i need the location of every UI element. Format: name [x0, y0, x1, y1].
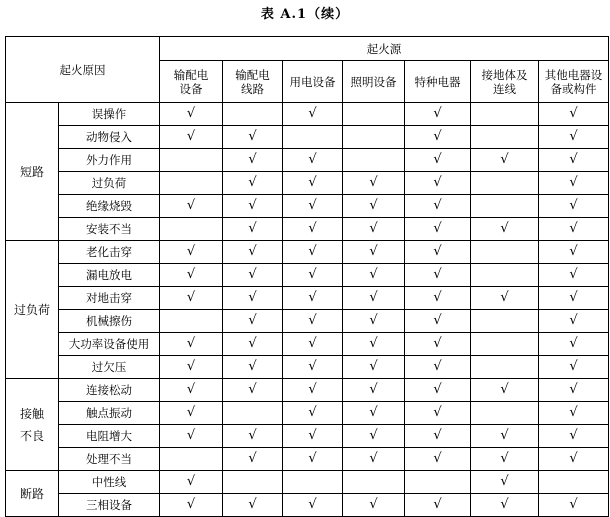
check-cell: √: [343, 379, 405, 402]
table-row: [6, 379, 609, 402]
cause-cell: 连接松动: [59, 379, 160, 402]
check-cell: [471, 172, 539, 195]
check-cell: [471, 103, 539, 126]
check-cell: √: [405, 310, 471, 333]
check-cell: √: [471, 494, 539, 517]
check-cell: √: [343, 356, 405, 379]
source-column-header: [539, 61, 609, 103]
check-cell: √: [283, 264, 343, 287]
cause-cell: 过负荷: [59, 172, 160, 195]
check-cell: √: [405, 448, 471, 471]
check-cell: √: [283, 310, 343, 333]
check-cell: √: [539, 310, 609, 333]
check-cell: √: [539, 425, 609, 448]
group-label-line: 短路: [19, 164, 44, 179]
check-cell: √: [539, 126, 609, 149]
check-cell: √: [405, 241, 471, 264]
cause-cell: 电阻增大: [59, 425, 160, 448]
group-label: [6, 471, 59, 517]
check-cell: √: [405, 264, 471, 287]
check-cell: [223, 103, 283, 126]
check-cell: √: [405, 172, 471, 195]
cause-cell: 中性线: [59, 471, 160, 494]
cause-cell: 大功率设备使用: [59, 333, 160, 356]
check-cell: √: [223, 494, 283, 517]
check-cell: [471, 195, 539, 218]
check-cell: √: [471, 287, 539, 310]
cause-cell: 三相设备: [59, 494, 160, 517]
source-column-header: [471, 61, 539, 103]
source-column-header: [405, 61, 471, 103]
check-cell: [471, 264, 539, 287]
source-column-header: [283, 61, 343, 103]
check-cell: √: [343, 218, 405, 241]
check-cell: √: [223, 195, 283, 218]
check-cell: [471, 333, 539, 356]
group-label-line: 不良: [19, 428, 44, 443]
check-cell: √: [471, 471, 539, 494]
check-cell: √: [343, 195, 405, 218]
check-cell: [160, 310, 223, 333]
check-cell: √: [539, 241, 609, 264]
check-cell: √: [283, 172, 343, 195]
check-cell: √: [223, 310, 283, 333]
source-column-header: [223, 61, 283, 103]
check-cell: [283, 471, 343, 494]
check-cell: √: [160, 425, 223, 448]
source-header: 起火源: [160, 37, 609, 61]
check-cell: √: [160, 494, 223, 517]
cause-cell: 触点振动: [59, 402, 160, 425]
check-cell: [343, 126, 405, 149]
check-cell: √: [405, 126, 471, 149]
check-cell: [160, 218, 223, 241]
table-row: [6, 287, 609, 310]
check-cell: √: [160, 333, 223, 356]
check-cell: √: [283, 195, 343, 218]
table-row: [6, 264, 609, 287]
check-cell: √: [160, 356, 223, 379]
check-cell: [223, 471, 283, 494]
source-header-line: 备或构件: [550, 81, 597, 96]
check-cell: √: [343, 264, 405, 287]
cause-header: 起火原因: [6, 37, 160, 103]
source-header-line: 照明设备: [350, 74, 397, 89]
check-cell: [471, 402, 539, 425]
check-cell: √: [539, 494, 609, 517]
check-cell: √: [283, 379, 343, 402]
check-cell: [471, 241, 539, 264]
check-cell: [471, 126, 539, 149]
check-cell: [343, 471, 405, 494]
cause-cell: 绝缘烧毁: [59, 195, 160, 218]
check-cell: √: [283, 241, 343, 264]
check-cell: √: [160, 126, 223, 149]
check-cell: √: [223, 287, 283, 310]
table-title: 表 A.1（续）: [260, 7, 350, 22]
table-row: [6, 241, 609, 264]
check-cell: √: [539, 218, 609, 241]
check-cell: √: [405, 425, 471, 448]
check-cell: √: [471, 379, 539, 402]
cause-cell: 漏电放电: [59, 264, 160, 287]
check-cell: √: [283, 402, 343, 425]
check-cell: √: [160, 471, 223, 494]
check-cell: [283, 126, 343, 149]
check-cell: √: [283, 448, 343, 471]
source-header-line: 输配电: [173, 67, 209, 82]
table-row: [6, 218, 609, 241]
check-cell: √: [405, 379, 471, 402]
check-cell: √: [471, 448, 539, 471]
check-cell: √: [471, 425, 539, 448]
group-label-line: 过负荷: [13, 302, 50, 317]
check-cell: [539, 471, 609, 494]
check-cell: √: [539, 379, 609, 402]
check-cell: √: [471, 218, 539, 241]
check-cell: [160, 172, 223, 195]
table-row: [6, 494, 609, 517]
source-header-line: 其他电器设: [544, 67, 603, 82]
check-cell: √: [160, 241, 223, 264]
table-row: [6, 103, 609, 126]
fire-cause-table: [5, 36, 609, 517]
check-cell: √: [539, 103, 609, 126]
check-cell: √: [405, 402, 471, 425]
cause-cell: 处理不当: [59, 448, 160, 471]
check-cell: √: [539, 172, 609, 195]
check-cell: √: [539, 402, 609, 425]
check-cell: [160, 149, 223, 172]
cause-cell: 动物侵入: [59, 126, 160, 149]
check-cell: √: [405, 356, 471, 379]
table-row: [6, 402, 609, 425]
check-cell: √: [283, 425, 343, 448]
check-cell: √: [223, 356, 283, 379]
check-cell: [160, 448, 223, 471]
table-row: [6, 149, 609, 172]
check-cell: √: [160, 195, 223, 218]
check-cell: √: [223, 425, 283, 448]
check-cell: √: [405, 149, 471, 172]
table-row: [6, 448, 609, 471]
cause-cell: 机械擦伤: [59, 310, 160, 333]
check-cell: √: [471, 149, 539, 172]
cause-cell: 误操作: [59, 103, 160, 126]
check-cell: [471, 310, 539, 333]
cause-cell: 对地击穿: [59, 287, 160, 310]
cause-cell: 外力作用: [59, 149, 160, 172]
table-row: [6, 172, 609, 195]
check-cell: √: [223, 333, 283, 356]
check-cell: √: [283, 149, 343, 172]
check-cell: √: [405, 287, 471, 310]
check-cell: √: [160, 402, 223, 425]
check-cell: √: [343, 402, 405, 425]
check-cell: √: [223, 448, 283, 471]
check-cell: √: [223, 379, 283, 402]
source-header-line: 连线: [493, 81, 516, 96]
check-cell: √: [223, 172, 283, 195]
check-cell: √: [539, 287, 609, 310]
check-cell: √: [343, 333, 405, 356]
check-cell: √: [160, 264, 223, 287]
cause-cell: 安装不当: [59, 218, 160, 241]
source-header-line: 线路: [241, 81, 264, 96]
check-cell: √: [405, 494, 471, 517]
table-row: [6, 356, 609, 379]
cause-cell: 老化击穿: [59, 241, 160, 264]
source-column-header: [343, 61, 405, 103]
group-label: [6, 241, 59, 379]
check-cell: √: [343, 448, 405, 471]
source-header-line: 设备: [179, 81, 203, 96]
table-row: [6, 471, 609, 494]
check-cell: √: [283, 494, 343, 517]
source-header-line: 接地体及: [481, 67, 528, 82]
check-cell: [223, 402, 283, 425]
check-cell: √: [283, 103, 343, 126]
header-row: [6, 37, 609, 61]
source-header-line: 用电设备: [289, 74, 336, 89]
check-cell: √: [539, 264, 609, 287]
check-cell: √: [539, 333, 609, 356]
check-cell: √: [343, 241, 405, 264]
group-label: [6, 103, 59, 241]
check-cell: √: [223, 218, 283, 241]
check-cell: √: [160, 379, 223, 402]
source-column-header: [160, 61, 223, 103]
table-row: [6, 195, 609, 218]
check-cell: √: [160, 103, 223, 126]
check-cell: √: [343, 310, 405, 333]
check-cell: √: [405, 218, 471, 241]
check-cell: √: [223, 264, 283, 287]
check-cell: √: [283, 333, 343, 356]
check-cell: √: [343, 172, 405, 195]
check-cell: √: [343, 425, 405, 448]
cause-cell: 过欠压: [59, 356, 160, 379]
table-row: [6, 126, 609, 149]
group-label-line: 接触: [19, 406, 44, 421]
check-cell: √: [539, 149, 609, 172]
check-cell: √: [343, 287, 405, 310]
check-cell: √: [405, 103, 471, 126]
check-cell: √: [405, 333, 471, 356]
check-cell: [471, 356, 539, 379]
check-cell: √: [283, 356, 343, 379]
check-cell: √: [160, 287, 223, 310]
check-cell: [405, 471, 471, 494]
check-cell: √: [283, 287, 343, 310]
check-cell: [343, 103, 405, 126]
group-label-line: 断路: [19, 486, 44, 501]
check-cell: √: [223, 126, 283, 149]
check-cell: √: [539, 448, 609, 471]
source-header-line: 输配电: [235, 67, 270, 82]
check-cell: √: [539, 195, 609, 218]
check-cell: √: [283, 218, 343, 241]
source-header-line: 特种电器: [414, 74, 461, 89]
check-cell: √: [223, 241, 283, 264]
check-cell: √: [539, 356, 609, 379]
check-cell: [343, 149, 405, 172]
check-cell: √: [405, 195, 471, 218]
check-cell: √: [223, 149, 283, 172]
table-row: [6, 333, 609, 356]
table-row: [6, 310, 609, 333]
group-label: [6, 379, 59, 471]
check-cell: √: [343, 494, 405, 517]
table-row: [6, 425, 609, 448]
